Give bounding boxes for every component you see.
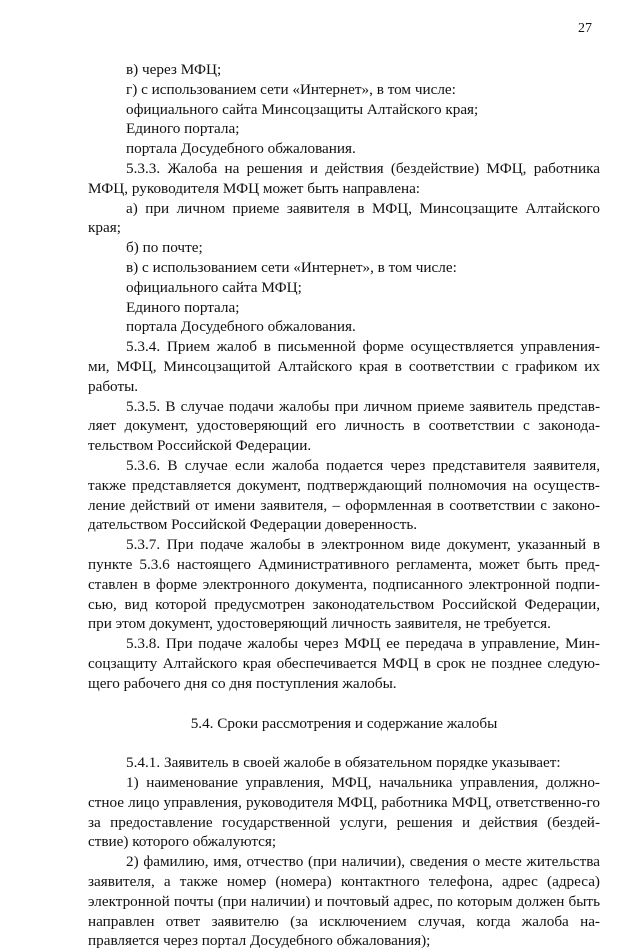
paragraph: 5.3.6. В случае если жалоба подается через представителя заявителя, также представляется документ, подтверждающий полномочия на осуществ-ление действий от имени заявителя, – оформленная в соответствии с законо-дательством Российской Федерации доверенность. xyxy=(88,456,600,534)
paragraph: Единого портала; xyxy=(126,298,240,316)
paragraph: официального сайта Минсоцзащиты Алтайского края; xyxy=(126,100,479,118)
paragraph: 5.3.7. При подаче жалобы в электронном виде документ, указанный в пункте 5.3.6 настоящего Административного регламента, может быть пред-ставлен в форме электронного документа, подписанного электронной подпи-сью, вид которой предусмотрен законодательством Российской Федерации, при этом документ, удостоверяющий личность заявителя, не требуется. xyxy=(88,536,600,633)
paragraph: в) с использованием сети «Интернет», в том числе: xyxy=(126,258,457,276)
paragraphs-before-heading xyxy=(88,60,600,694)
paragraph: 2) фамилию, имя, отчество (при наличии), сведения о месте жительства заявителя, а также номер (номера) контактного телефона, адрес (адреса) электронной почты (при наличии) и почтовый адрес, по которым должен быть направлен ответ заявителю (за исключением случая, когда жалоба на-правляется через портал Досудебного обжалования); xyxy=(88,853,600,950)
paragraph: Единого портала; xyxy=(126,120,240,138)
paragraph: официального сайта МФЦ; xyxy=(126,278,302,296)
paragraph: г) с использованием сети «Интернет», в том числе: xyxy=(126,80,456,98)
document-body xyxy=(88,60,600,951)
paragraph: портала Досудебного обжалования. xyxy=(126,140,356,158)
paragraph: в) через МФЦ; xyxy=(126,61,222,78)
paragraph: 5.3.8. При подаче жалобы через МФЦ ее передача в управление, Мин-соцзащиту Алтайского края обеспечивается МФЦ в срок не позднее следую-щего рабочего дня со дня поступления жалобы. xyxy=(88,635,600,692)
paragraph: б) по почте; xyxy=(126,239,203,257)
paragraph: 5.3.5. В случае подачи жалобы при личном приеме заявитель представ-ляет документ, удостоверяющий его личность в соответствии с законода-тельством Российской Федерации. xyxy=(88,397,600,455)
paragraph: 1) наименование управления, МФЦ, начальника управления, должно-стное лицо управления, руководителя МФЦ, работника МФЦ, ответственно-го за предоставление государственной услуги, решения и действия (бездей-ствие) которого обжалуются; xyxy=(88,774,600,851)
paragraph: 5.4.1. Заявитель в своей жалобе в обязательном порядке указывает: xyxy=(126,754,561,772)
section-heading: 5.4. Сроки рассмотрения и содержание жалобы xyxy=(190,714,498,732)
paragraph: портала Досудебного обжалования. xyxy=(126,318,356,336)
paragraph: 5.3.3. Жалоба на решения и действия (бездействие) МФЦ, работника МФЦ, руководителя МФЦ может быть направлена: xyxy=(88,159,600,197)
paragraphs-after-heading xyxy=(88,753,600,951)
paragraph: 5.3.4. Прием жалоб в письменной форме осуществляется управления-ми, МФЦ, Минсоцзащитой Алтайского края в соответствии с графиком их работы. xyxy=(88,338,600,395)
paragraph: а) при личном приеме заявителя в МФЦ, Минсоцзащите Алтайского края; xyxy=(88,199,600,237)
page-number: 27 xyxy=(578,21,592,36)
